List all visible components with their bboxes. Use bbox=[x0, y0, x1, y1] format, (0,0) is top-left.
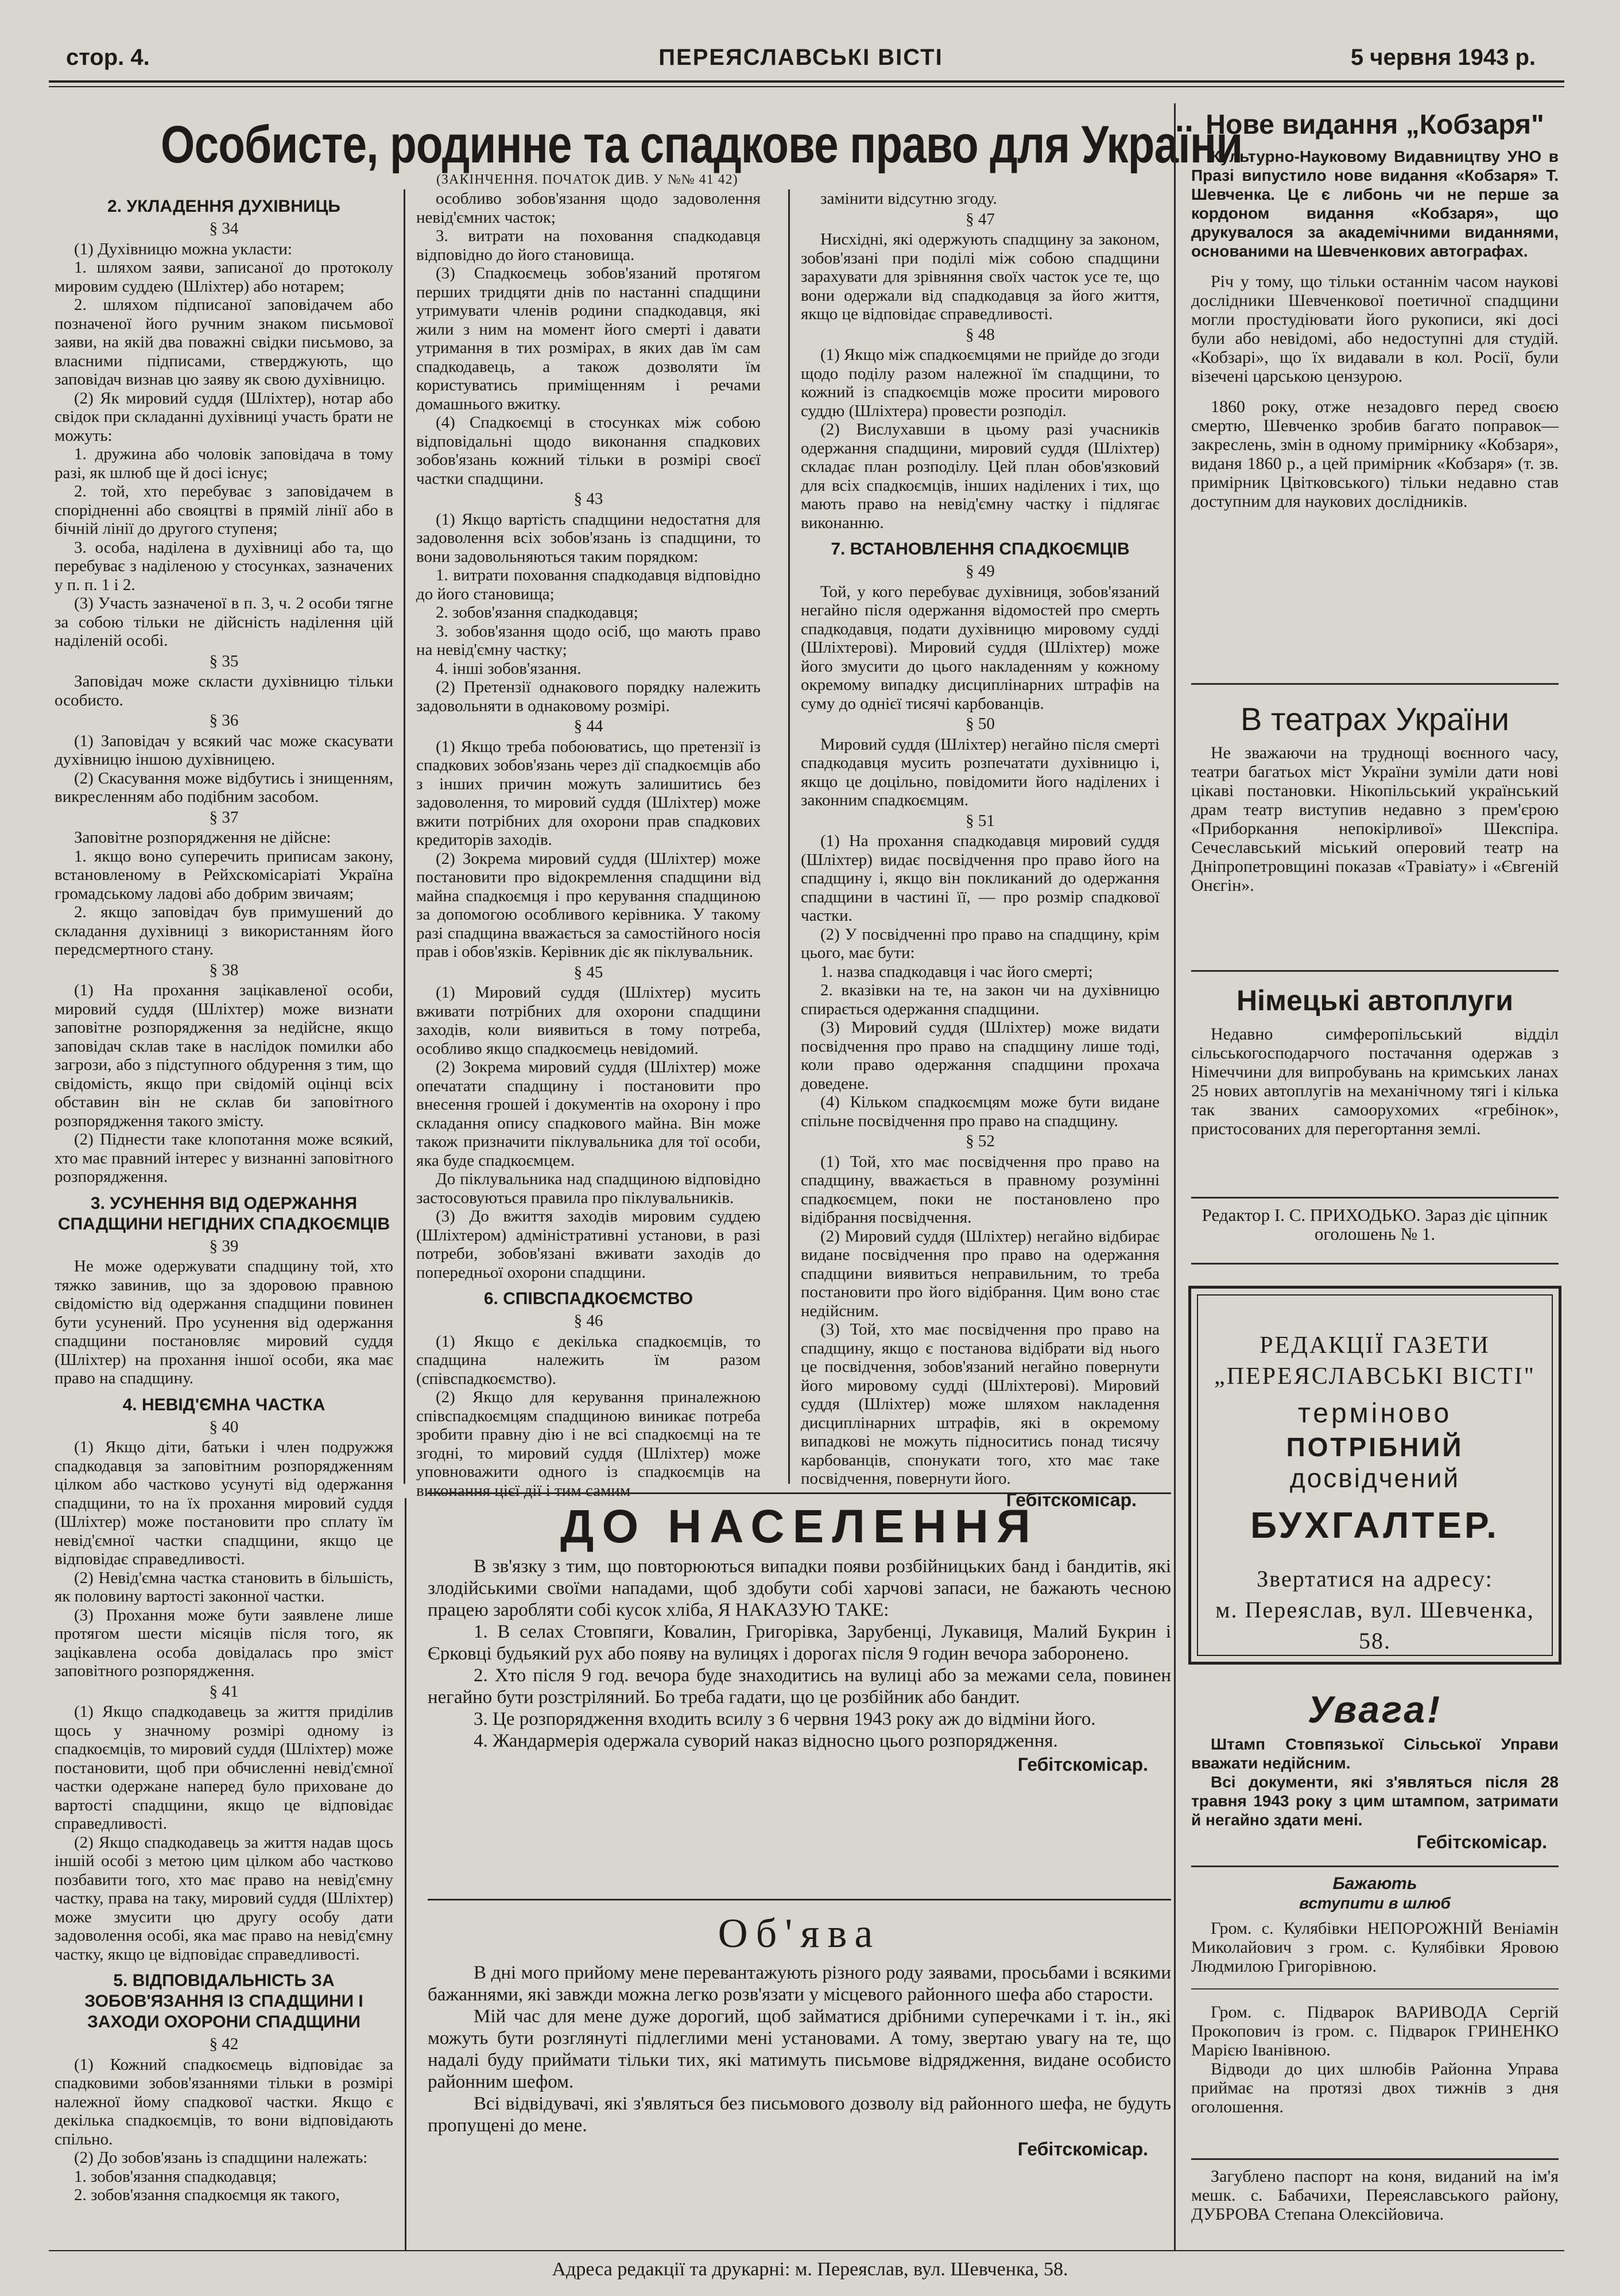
notice-title: ДО НАСЕЛЕННЯ bbox=[560, 1500, 1038, 1553]
law-paragraph: До піклувальника над спадщиною відповідно застосовуються правила про піклувальників. bbox=[416, 1170, 761, 1207]
law-paragraph: 4. інші зобов'язання. bbox=[436, 659, 582, 678]
attention-p2: Всі документи, які з'являться після 28 травня 1943 року з цим штампом, затримати й негайно здати мені. bbox=[1191, 1773, 1559, 1829]
law-paragraph: (2) До зобов'язань із спадщини належать: bbox=[74, 2148, 368, 2167]
marriage-p2: Гром. с. Підварок ВАРИВОДА Сергій Прокопович із гром. с. Підварок ГРИНЕНКО Марією Іванівною. bbox=[1191, 2003, 1559, 2060]
masthead bbox=[66, 45, 1536, 73]
law-paragraph: (3) Участь зазначеної в п. 3, ч. 2 особи тягне за собою тільки не дійсність наділення цій наділеній особі. bbox=[55, 594, 393, 650]
section-rule bbox=[1191, 1263, 1559, 1265]
page-number: стор. 4. bbox=[66, 45, 150, 70]
law-paragraph: Той, у кого перебуває духівниця, зобов'язаний негайно після одержання відомостей про смерть спадкодавця, подати духівницю мировому судді (Шліхтерові). Мировий суддя (Шліхтер) може його змусити до цього накладенням у кожному окремому випадку дисциплінарних штрафів на суму до однієї тисячі карбованців. bbox=[801, 582, 1160, 713]
accountant-ad bbox=[1188, 1286, 1561, 1665]
paragraph-number: § 41 bbox=[209, 1682, 239, 1701]
law-paragraph: 2. якщо заповідач був примушений до складання духівниці з використанням його передсмертного стану. bbox=[55, 903, 393, 959]
law-paragraph: (2) Піднести таке клопотання може всякий, хто має правний інтерес у визнанні заповітного розпорядження. bbox=[55, 1130, 393, 1186]
law-paragraph: (4) Кільком спадкоємцям може бути видане спільне посвідчення про право на спадщину. bbox=[801, 1093, 1160, 1130]
law-column-1 bbox=[55, 189, 393, 2241]
paragraph-number: § 39 bbox=[209, 1236, 239, 1255]
ad-line-4: ПОТРІБНИЙ bbox=[1286, 1432, 1464, 1462]
editor-note bbox=[1191, 1205, 1559, 1269]
announcement-signature: Гебітскомісар. bbox=[1017, 2139, 1148, 2159]
ad-line-7: Звертатися на адресу: bbox=[1257, 1566, 1493, 1592]
masthead-rule bbox=[49, 80, 1564, 83]
notice-paragraph: В дні мого прийому мене перевантажують різного роду заявами, просьбами і всякими бажаннями, які завжди можна легко розв'язати у місцевого районного шефа або старости. bbox=[428, 1963, 1171, 2005]
law-paragraph: (3) Мировий суддя (Шліхтер) може видати посвідчення про право на спадщину лише тоді, коли право одержання спадщини прохача доведене. bbox=[801, 1018, 1160, 1093]
section-rule bbox=[1191, 1865, 1559, 1867]
ad-line-1: РЕДАКЦІЇ ГАЗЕТИ bbox=[1259, 1332, 1490, 1359]
law-paragraph: (2) Якщо спадкодавець за життя надав щось іншій особі з метою цим цілком або частково позбавити того, хто має право на невід'ємну частку, права на таку, мировий суддя (Шліхтер) може змусити цю другу особу дати задоволення особі, яка має право на невід'ємну частку, якщо це відповідає справедливості. bbox=[55, 1833, 393, 1964]
lost-notice bbox=[1191, 2167, 1559, 2247]
kobzar-article bbox=[1191, 109, 1559, 706]
attention-notice bbox=[1191, 1688, 1559, 1871]
ploughs-article bbox=[1191, 984, 1559, 1203]
law-paragraph: (2) Зокрема мировий суддя (Шліхтер) може опечатати спадщину і постановити про внесення грошей і документів на охорону і про складання опису спадкового майна. Він може також призначити піклувальника для тої особи, яка буде спадкоємцем. bbox=[416, 1058, 761, 1170]
ad-line-8: м. Переяслав, вул. Шевченка, 58. bbox=[1215, 1597, 1534, 1654]
theatres-p1: Не зважаючи на труднощі воєнного часу, театри багатьох міст України зуміли дати нові цікаві постановки. Нікопільський український драм театр виступив недавно з прем'єрою «Приборкання непокірливої» Шекспіра. Сечеславський міський оперовий театр на Дніпропетровщині показав «Травіату» і «Євгеній Онєгін». bbox=[1191, 743, 1559, 895]
law-paragraph: (1) Той, хто має посвідчення про право на спадщину, вважається в правному розумінні спадкоємцем, поки не постановлено про відібрання посвідчення. bbox=[801, 1152, 1160, 1227]
law-paragraph: (2) Мировий суддя (Шліхтер) негайно відбирає видане посвідчення про право на одержання спадщини виявиться неправильним, то треба постановити про його відібрання. Цим воно стає недійсним. bbox=[801, 1227, 1160, 1320]
law-paragraph: 2. зобов'язання спадкодавця; bbox=[436, 603, 638, 622]
law-paragraph: (1) На прохання спадкодавця мировий суддя (Шліхтер) видає посвідчення про право його на спадщину і, якщо він покликаний до одержання спадщини в частині її, — про розмір спадкової частки. bbox=[801, 832, 1160, 925]
section-rule bbox=[428, 1899, 1171, 1901]
notice-paragraph: Мій час для мене дуже дорогий, щоб займатися дрібними суперечками і т. ін., які можуть бути розглянуті підлеглими мені установами. А тому, звертаю увагу на те, що надалі буду приймати тільки тих, які матимуть письмове відрядження, видане особисто районним шефом. bbox=[428, 2006, 1171, 2092]
law-paragraph: (2) Невід'ємна частка становить в більшість, як половину вартості законної частки. bbox=[55, 1568, 393, 1605]
law-paragraph: Нисхідні, які одержують спадщину за законом, зобов'язані при поділі між собою спадщини зарахувати для зрівняння своїх часток усе те, що вони одержали від спадкодавця за його життя, якщо це відповідає справедливості. bbox=[801, 230, 1160, 323]
editor-text: Редактор І. С. ПРИХОДЬКО. Зараз діє ціпник оголошень № 1. bbox=[1202, 1205, 1548, 1244]
section-heading: 7. ВСТАНОВЛЕННЯ СПАДКОЄМЦІВ bbox=[831, 540, 1130, 559]
paragraph-number: § 47 bbox=[966, 210, 995, 228]
ploughs-p1: Недавно симферопільський відділ сільськогосподарчого постачання одержав з Німеччини для випробувань на кримських ланах 25 нових автоплугів на механічному тягі і кілька так званих самоорухомих «гребінок», пристосованих для перегортання землі. bbox=[1191, 1025, 1559, 1138]
marriage-notices bbox=[1191, 1874, 1559, 2161]
law-paragraph: особливо зобов'язання щодо задоволення невід'ємних часток; bbox=[416, 189, 761, 227]
marriage-p1: Гром. с. Кулябівки НЕПОРОЖНІЙ Веніамін Миколайович з гром. с. Кулябівки Яровою Людмилою Григорівною. bbox=[1191, 1919, 1559, 1976]
law-paragraph: замінити відсутню згоду. bbox=[820, 189, 997, 208]
law-paragraph: 3. зобов'язання щодо осіб, що мають право на невід'ємну частку; bbox=[416, 622, 761, 659]
section-heading: 2. УКЛАДЕННЯ ДУХІВНИЦЬ bbox=[107, 197, 340, 216]
law-paragraph: (1) Якщо є декілька спадкоємців, то спадщина належить їм разом (співспадкоємство). bbox=[416, 1332, 761, 1388]
law-paragraph: (1) Духівницю можна укласти: bbox=[74, 239, 292, 258]
column-rule bbox=[405, 1498, 406, 2250]
kobzar-p1: Культурно-Науковому Видавництву УНО в Празі випустило нове видання «Кобзаря» Т. Шевченка. Це є либонь чи не перше за кордоном видання «Кобзаря», що друкувалося за академічними виданнями, основаними на Шевченкових автографах. bbox=[1191, 148, 1559, 260]
section-rule bbox=[428, 1492, 1171, 1494]
announcement-title: Об'ява bbox=[718, 1910, 881, 1956]
paragraph-number: § 43 bbox=[573, 490, 603, 508]
column-rule bbox=[1174, 103, 1176, 2250]
ad-line-2: „ПЕРЕЯСЛАВСЬКІ ВІСТІ" bbox=[1214, 1363, 1536, 1390]
issue-date: 5 червня 1943 р. bbox=[1350, 45, 1536, 70]
footer-rule bbox=[49, 2250, 1564, 2251]
paragraph-number: § 37 bbox=[209, 808, 239, 827]
law-paragraph: (3) Спадкоємець зобов'язаний протягом перших тридцяти днів по настанні спадщини утримувати членів родини спадкодавця, які жили з ним на момент його смерті і давати утримання в тих розмірах, в яких дав їм сам спадкодавець, а також дозволяти їм користуватись приміщенням і речами домашнього вжитку. bbox=[416, 264, 761, 413]
law-paragraph: (1) На прохання зацікавленої особи, мировий суддя (Шліхтер) може визнати заповітне розпорядження за недійсне, якщо заповідач склав таке в наслідок помилки або загрози, або з підступного обдурення з тим, що свідомість, якщо при свідомій оцінці всіх обставин він не склав би заповітного розпорядження такого змісту. bbox=[55, 981, 393, 1130]
notice-paragraph: В зв'язку з тим, що повторюються випадки появи розбійницьких банд і бандитів, які злодійськими своїми нападами, щоб здобути собі харчові запаси, не бажають чесною працею заробляти собі кусок хліба, Я НАКАЗУЮ ТАКЕ: bbox=[428, 1556, 1171, 1620]
law-paragraph: (2) Претензії однакового порядку належить задовольняти в однаковому розмірі. bbox=[416, 678, 761, 715]
paragraph-number: § 42 bbox=[209, 2035, 239, 2053]
marriage-p3: Відводи до цих шлюбів Районна Управа приймає на протязі двох тижнів з дня оголошення. bbox=[1191, 2060, 1559, 2116]
law-paragraph: (3) Той, хто має посвідчення про право на спадщину, якщо є постанова відібрати від нього це посвідчення, зобов'язаний негайно повернути його мировому судді (Шліхтерові). Мировий суддя (Шліхтер) може шляхом накладення дисциплінарних штрафів, які в окремому випадкові не можуть підноситись понад тисячу карбованців, спонукати того, хто має таке посвідчення, повернути його. bbox=[801, 1320, 1160, 1488]
law-paragraph: (1) Якщо між спадкоємцями не прийде до згоди щодо поділу разом належної їм спадщини, то кожний із спадкоємців може просити мирового суддю (Шліхтера) провести розподіл. bbox=[801, 346, 1160, 420]
section-rule bbox=[1191, 970, 1559, 972]
marriage-title-2: вступити в шлюб bbox=[1299, 1894, 1451, 1912]
law-paragraph: 1. назва спадкодавця і час його смерті; bbox=[820, 962, 1093, 981]
paragraph-number: § 48 bbox=[966, 325, 995, 344]
paragraph-number: § 38 bbox=[209, 960, 239, 979]
law-paragraph: 3. особа, наділена в духівниці або та, що перебуває з наділеною у стосунках, зазначених у п. п. 1 і 2. bbox=[55, 538, 393, 594]
masthead-rule-thin bbox=[49, 86, 1564, 87]
attention-title: Увага! bbox=[1307, 1688, 1443, 1731]
section-heading: 3. УСУНЕННЯ ВІД ОДЕРЖАННЯ СПАДЩИНИ НЕГІДНИХ СПАДКОЄМЦІВ bbox=[57, 1193, 390, 1234]
article-title: Особисте, родинне та спадкове право для України bbox=[161, 115, 1243, 174]
section-heading: 4. НЕВІД'ЄМНА ЧАСТКА bbox=[122, 1395, 325, 1414]
notice-paragraph: 1. В селах Стовпяги, Ковалин, Григорівка, Зарубенці, Лукавиця, Малий Букрин і Єрковці будьякий рух або появу на вулицях і дорогах після 9 годин вечора заборонено. bbox=[428, 1622, 1171, 1664]
law-paragraph: 2. зобов'язання спадкоємця як такого, bbox=[74, 2186, 340, 2204]
law-paragraph: (3) До вжиття заходів мировим суддею (Шліхтером) адміністративні установи, в разі потреби, зобов'язані вживати заходів до попередньої охорони спадщини. bbox=[416, 1207, 761, 1282]
section-heading: 5. ВІДПОВІДАЛЬНІСТЬ ЗА ЗОБОВ'ЯЗАННЯ ІЗ СПАДЩИНИ І ЗАХОДИ ОХОРОНИ СПАДЩИНИ bbox=[84, 1971, 363, 2031]
law-paragraph: Заповітне розпорядження не дійсне: bbox=[74, 828, 331, 847]
paragraph-number: § 36 bbox=[209, 711, 239, 730]
article-subtitle: (ЗАКІНЧЕННЯ. ПОЧАТОК ДИВ. У №№ 41 42) bbox=[436, 172, 738, 187]
ad-line-6: БУХГАЛТЕР. bbox=[1250, 1504, 1499, 1546]
law-paragraph: 1. дружина або чоловік заповідача в тому разі, як шлюб ще й досі існує; bbox=[55, 445, 393, 482]
paragraph-number: § 40 bbox=[209, 1417, 239, 1436]
law-paragraph: 1. шляхом заяви, записаної до протоколу мировим суддею (Шліхтер) або нотарем; bbox=[55, 258, 393, 296]
ad-line-3: терміново bbox=[1297, 1398, 1452, 1429]
law-paragraph: 2. шляхом підписаної заповідачем або позначеної його ручним знаком письмової заяви, на якій два поважні свідки письмово, за власними підписами, стверджують, що заповідач визнав цю заяву як свою духівницю. bbox=[55, 296, 393, 389]
kobzar-p3: 1860 року, отже незадовго перед своєю смертю, Шевченко зробив багато поправок—закреслень, змін в одному примірнику «Кобзаря», виданя 1860 р., а цей примірник «Кобзаря» (т. зв. примірник Цвітковського) тільки недавно став доступним для наукових дослідників. bbox=[1191, 397, 1559, 511]
law-paragraph: (3) Прохання може бути заявлене лише протягом шести місяців після того, як зацікавлена особа довідалась про зміст заповітного розпорядження. bbox=[55, 1605, 393, 1680]
ploughs-title: Німецькі автоплуги bbox=[1236, 984, 1513, 1017]
law-paragraph: 1. витрати поховання спадкодавця відповідно до його становища; bbox=[416, 566, 761, 603]
law-paragraph: (4) Спадкоємці в стосунках між собою відповідальні щодо виконання спадкових зобов'язань кожний тільки в розмірі своєї частки спадщини. bbox=[416, 413, 761, 488]
paragraph-number: § 46 bbox=[573, 1312, 603, 1330]
law-paragraph: (1) Якщо спадкодавець за життя приділив щось у значному розмірі одному із спадкоємців, то мировий суддя (Шліхтер) може постановити, щоб при обчисленні невід'ємної частки одержане наперед було приховане до вартості спадщини, якщо це відповідає справедливості. bbox=[55, 1702, 393, 1833]
theatres-title: В театрах України bbox=[1240, 701, 1510, 737]
notice-paragraph: 4. Жандармерія одержала суворий наказ відносно цього розпорядження. bbox=[474, 1731, 1058, 1751]
law-paragraph: (2) Як мировий суддя (Шліхтер), нотар або свідок при складанні духівниці участь брати не можуть: bbox=[55, 389, 393, 445]
law-paragraph: Мировий суддя (Шліхтер) негайно після смерті спадкодавця мусить розпечатати духівницю і, якщо це доцільно, повідомити його наділених і законним спадкоємцям. bbox=[801, 735, 1160, 809]
section-rule bbox=[1191, 1197, 1559, 1199]
notice-paragraph: 3. Це розпорядження входить всилу з 6 червня 1943 року аж до відміни його. bbox=[474, 1709, 1096, 1729]
marriage-title-1: Бажають bbox=[1332, 1874, 1417, 1893]
law-column-2 bbox=[416, 189, 761, 1500]
lost-text: Загублено паспорт на коня, виданий на ім'я мешк. с. Бабачихи, Переяславського району, ДУБРОВА Степана Олексійовича. bbox=[1191, 2167, 1559, 2224]
notice-population bbox=[428, 1498, 1171, 1891]
section-rule bbox=[1191, 2158, 1559, 2160]
footer-address: Адреса редакції та друкарні: м. Переяслав, вул. Шевченка, 58. bbox=[552, 2259, 1068, 2280]
column-rule bbox=[404, 189, 405, 1484]
law-paragraph: (2) Скасування може відбутись і знищенням, викресленням або подібним засобом. bbox=[55, 769, 393, 806]
attention-signature: Гебітскомісар. bbox=[1416, 1832, 1547, 1852]
paragraph-number: § 50 bbox=[966, 715, 995, 733]
paragraph-number: § 52 bbox=[966, 1132, 995, 1150]
column-rule bbox=[788, 189, 790, 1484]
kobzar-title: Нове видання „Кобзаря" bbox=[1206, 110, 1544, 140]
law-paragraph: 2. той, хто перебуває з заповідачем в спорідненні або свояцтві в прямій лінії або в бічній лінії до другого ступеня; bbox=[55, 482, 393, 538]
section-rule bbox=[1191, 683, 1559, 685]
law-paragraph: (2) Якщо для керування приналежною співспадкоємцям спадщиною виникає потреба зробити правну дію і не всі спадкоємці на те згодні, то мировий суддя (Шліхтер) може уповноважити одного із спадкоємців на виконання цієї дії і тим самим bbox=[416, 1388, 761, 1500]
law-paragraph: (1) Якщо вартість спадщини недостатня для задоволення всіх зобов'язань із спадщини, то вони задовольняються таким порядком: bbox=[416, 510, 761, 566]
paragraph-number: § 34 bbox=[209, 219, 239, 238]
law-paragraph: (2) Зокрема мировий суддя (Шліхтер) може постановити про відокремлення спадщини від майна спадкоємця і про керування спадщиною за допомогою особливого керівника. У такому разі спадщина вважається за самостійного носія прав і обов'язків. Керівник діє як піклувальник. bbox=[416, 849, 761, 961]
law-paragraph: (1) Кожний спадкоємець відповідає за спадковими зобов'язаннями тільки в розмірі належної йому спадкової частки. Якщо є декілька спадкоємців, то вони відповідають спільно. bbox=[55, 2055, 393, 2148]
law-paragraph: 1. зобов'язання спадкодавця; bbox=[74, 2167, 277, 2186]
theatres-article bbox=[1191, 703, 1559, 973]
paragraph-number: § 45 bbox=[573, 963, 603, 982]
ad-line-5: досвідчений bbox=[1289, 1463, 1460, 1493]
law-paragraph: (1) Заповідач у всякий час може скасувати духівницю іншою духівницею. bbox=[55, 731, 393, 769]
law-paragraph: (1) Мировий суддя (Шліхтер) мусить вживати потрібних для охорони спадщини заходів, коли виявиться в тому потреба, особливо якщо спадкоємець невідомий. bbox=[416, 983, 761, 1058]
paragraph-number: § 49 bbox=[966, 562, 995, 580]
law-paragraph: 2. вказівки на те, на закон чи на духівницю спирається одержання спадщини. bbox=[801, 981, 1160, 1018]
kobzar-p2: Річ у тому, що тільки останнім часом наукові дослідники Шевченкової поетичної спадщини могли простудіювати його рукописи, які досі були або невідомі, або недоступні для студій. «Кобзарі», що їх видавали в кол. Росії, були візечені царською цензурою. bbox=[1191, 272, 1559, 386]
paragraph-number: § 44 bbox=[573, 717, 603, 735]
law-paragraph: Не може одержувати спадщину той, хто тяжко завинив, що за здоровою правною свідомістю від одержання спадщини повинен бути усунений. Про усунення від одержання спадщини постановляє мировий суддя (Шліхтер) на прохання іншої особи, яка має право на спадщину. bbox=[55, 1257, 393, 1387]
law-paragraph: (1) Якщо діти, батьки і член подружжя спадкодавця за заповітним розпорядженням цілком або частково усунуті від одержання спадщини, то на їх прохання мировий суддя (Шліхтер) може постановити про сплату їм невід'ємної частки спадщини, якщо це відповідає справедливості. bbox=[55, 1438, 393, 1568]
law-paragraph: (2) У посвідченні про право на спадщину, крім цього, має бути: bbox=[801, 925, 1160, 962]
announcement bbox=[428, 1905, 1171, 2249]
section-heading: 6. СПІВСПАДКОЄМСТВО bbox=[483, 1289, 693, 1308]
law-paragraph: 3. витрати на поховання спадкодавця відповідно до його становища. bbox=[416, 227, 761, 264]
notice-paragraph: 2. Хто після 9 год. вечора буде знаходитись на вулиці або за межами села, повинен негайно бути розстріляний. Бо треба гадати, що це розбійник або бандит. bbox=[428, 1665, 1171, 1708]
law-paragraph: 1. якщо воно суперечить приписам закону, встановленому в Рейхскомісаріаті Україна громадському ладові або добрим звичаям; bbox=[55, 847, 393, 903]
newspaper-name: ПЕРЕЯСЛАВСЬКІ ВІСТІ bbox=[658, 45, 943, 70]
attention-p1: Штамп Стовпязької Сільської Управи вважати недійсним. bbox=[1191, 1735, 1559, 1772]
law-column-3 bbox=[801, 189, 1160, 1510]
law-paragraph: (1) Якщо треба побоюватись, що претензії із спадкових зобов'язань через дії спадкоємців або з інших причин можуть залишитись без задоволення, то мировий суддя (Шліхтер) може вжити потрібних для охорони прав спадкових кредиторів заходів. bbox=[416, 737, 761, 849]
law-paragraph: Заповідач може скласти духівницю тільки особисто. bbox=[55, 672, 393, 709]
notice-signature: Гебітскомісар. bbox=[1017, 1754, 1148, 1775]
law-paragraph: (2) Вислухавши в цьому разі учасників одержання спадщини, мировий суддя (Шліхтер) складає план розподілу. Цей план обов'язковий для всіх спадкоємців, інших наділених і тих, що мають право на невід'ємну частку і підлягає виконанню. bbox=[801, 420, 1160, 532]
paragraph-number: § 51 bbox=[966, 811, 995, 830]
signature: Гебітскомісар. bbox=[1006, 1489, 1137, 1510]
notice-paragraph: Всі відвідувачі, які з'являться без письмового дозволу від районного шефа, не будуть пропущені до мене. bbox=[428, 2093, 1171, 2136]
paragraph-number: § 35 bbox=[209, 651, 239, 670]
